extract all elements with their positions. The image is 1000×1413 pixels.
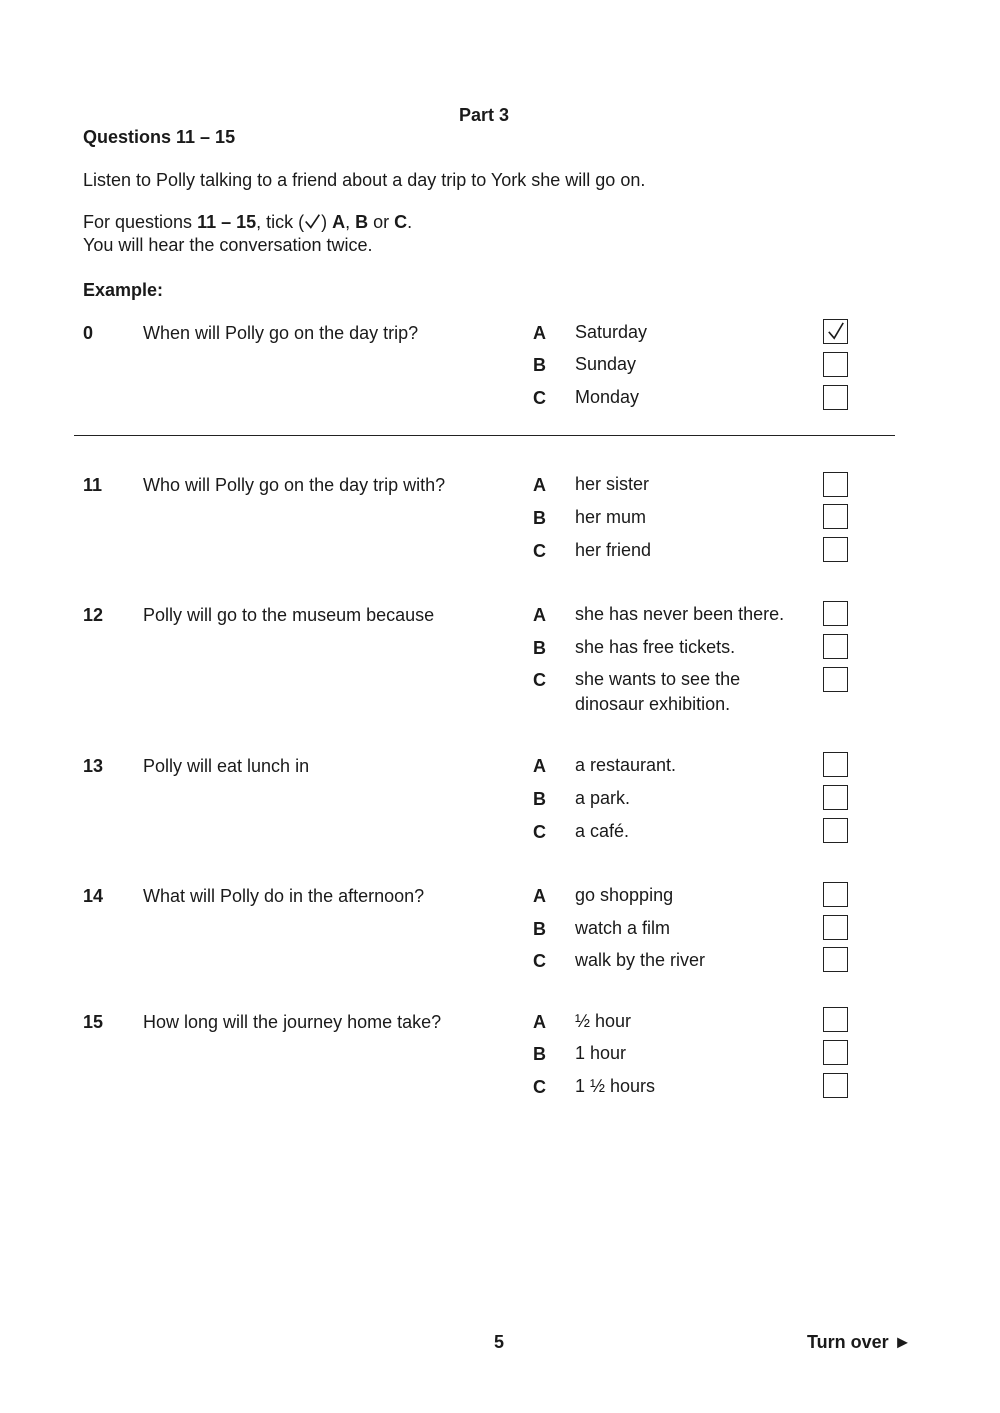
option-text: her friend: [575, 540, 652, 560]
option-letter: C: [533, 388, 546, 408]
instruction-a: A: [332, 212, 346, 232]
option-letter: B: [533, 508, 546, 528]
option-text: go shopping: [575, 885, 674, 905]
option-text: a restaurant.: [575, 755, 677, 775]
answer-checkbox[interactable]: [823, 915, 848, 940]
option-letter: C: [533, 1077, 546, 1097]
option-text: Sunday: [575, 354, 637, 374]
option-text: a park.: [575, 788, 631, 808]
option-text: a café.: [575, 821, 630, 841]
option-text: Monday: [575, 387, 640, 407]
option-letter: C: [533, 541, 546, 561]
answer-checkbox[interactable]: [823, 504, 848, 529]
answer-checkbox[interactable]: [823, 537, 848, 562]
answer-checkbox[interactable]: [823, 882, 848, 907]
answer-checkbox[interactable]: [823, 634, 848, 659]
example-label: Example:: [83, 280, 164, 300]
option-letter: A: [533, 1012, 546, 1032]
instruction-comma: ,: [345, 212, 356, 232]
answer-checkbox[interactable]: [823, 352, 848, 377]
option-letter: C: [533, 670, 546, 690]
answer-checkbox[interactable]: [823, 1007, 848, 1032]
answer-checkbox[interactable]: [823, 947, 848, 972]
option-text: her sister: [575, 474, 650, 494]
question-text: Who will Polly go on the day trip with?: [143, 475, 446, 495]
option-text: she wants to see the: [575, 669, 741, 689]
option-text: 1 ½ hours: [575, 1076, 656, 1096]
instruction-c: C: [394, 212, 408, 232]
option-letter: B: [533, 355, 546, 375]
option-text: her mum: [575, 507, 647, 527]
question-text: Polly will go to the museum because: [143, 605, 435, 625]
twice-text: You will hear the conversation twice.: [83, 235, 373, 255]
question-number: 0: [83, 323, 94, 343]
option-letter: A: [533, 756, 546, 776]
question-number: 15: [83, 1012, 104, 1032]
option-text-continued: dinosaur exhibition.: [575, 694, 731, 714]
question-number: 11: [83, 475, 103, 495]
option-text: ½ hour: [575, 1011, 632, 1031]
answer-checkbox[interactable]: [823, 752, 848, 777]
question-text: How long will the journey home take?: [143, 1012, 442, 1032]
divider: [74, 435, 895, 436]
option-text: Saturday: [575, 322, 648, 342]
instruction-prefix: For questions: [83, 212, 198, 232]
questions-heading: Questions 11 – 15: [83, 127, 236, 147]
option-letter: B: [533, 1044, 546, 1064]
option-letter: A: [533, 475, 546, 495]
option-letter: C: [533, 951, 546, 971]
answer-checkbox[interactable]: [823, 667, 848, 692]
answer-checkbox[interactable]: [823, 385, 848, 410]
intro-text: Listen to Polly talking to a friend about a day trip to York she will go on.: [83, 170, 646, 190]
question-number: 13: [83, 756, 104, 776]
option-text: she has never been there.: [575, 604, 785, 624]
turn-over: Turn over ►: [807, 1332, 912, 1352]
question-number: 14: [83, 886, 104, 906]
option-text: 1 hour: [575, 1043, 627, 1063]
instruction-mid: , tick (: [256, 212, 305, 232]
answer-checkbox[interactable]: [823, 1073, 848, 1098]
page-number: 5: [494, 1332, 505, 1352]
option-letter: C: [533, 822, 546, 842]
answer-checkbox[interactable]: [823, 785, 848, 810]
question-text: When will Polly go on the day trip?: [143, 323, 419, 343]
option-letter: A: [533, 886, 546, 906]
question-text: Polly will eat lunch in: [143, 756, 310, 776]
part-title: Part 3: [459, 105, 510, 125]
answer-checkbox[interactable]: [823, 472, 848, 497]
option-letter: B: [533, 789, 546, 809]
answer-checkbox[interactable]: [823, 1040, 848, 1065]
question-text: What will Polly do in the afternoon?: [143, 886, 425, 906]
option-text: walk by the river: [575, 950, 706, 970]
tick-icon: [304, 213, 321, 230]
answer-checkbox[interactable]: [823, 818, 848, 843]
option-letter: A: [533, 323, 546, 343]
option-letter: A: [533, 605, 546, 625]
option-text: she has free tickets.: [575, 637, 736, 657]
instruction-line: [83, 212, 412, 233]
option-letter: B: [533, 638, 546, 658]
answer-checkbox[interactable]: [823, 601, 848, 626]
question-number: 12: [83, 605, 104, 625]
instruction-or: or: [368, 212, 395, 232]
tick-icon: [827, 321, 845, 341]
instruction-after-tick: ): [321, 212, 333, 232]
option-letter: B: [533, 919, 546, 939]
instruction-range: 11 – 15: [197, 212, 257, 232]
option-text: watch a film: [575, 918, 671, 938]
instruction-b: B: [355, 212, 369, 232]
instruction-end: .: [407, 212, 413, 232]
answer-checkbox[interactable]: [823, 319, 848, 344]
